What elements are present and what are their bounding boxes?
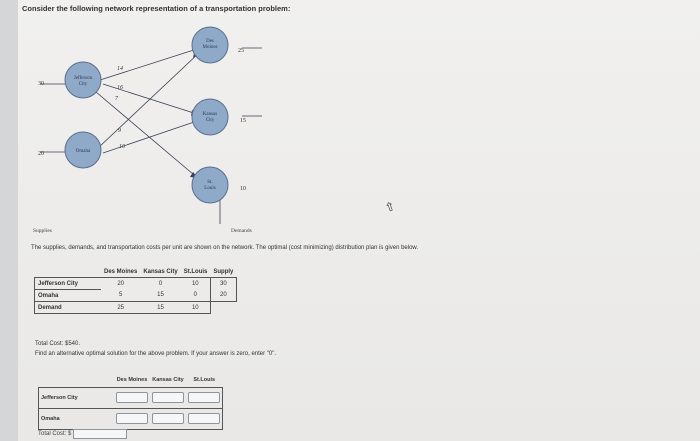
answer-input-om-sl[interactable] bbox=[188, 413, 220, 424]
cell: 15 bbox=[140, 302, 180, 314]
cell: 30 bbox=[210, 278, 236, 290]
edge-cost-3: 9 bbox=[118, 128, 121, 134]
question-text: Consider the following network representation of a transportation problem: bbox=[22, 4, 291, 13]
edge-cost-2: 7 bbox=[115, 96, 118, 102]
answer-header-row bbox=[39, 373, 223, 388]
supply-om: 20 bbox=[38, 151, 44, 157]
node-des-moines bbox=[192, 27, 228, 63]
cell: 0 bbox=[140, 278, 180, 290]
cell: 20 bbox=[101, 278, 140, 290]
edge-jc-dm bbox=[100, 48, 200, 80]
node-label-om: Omaha bbox=[75, 149, 91, 154]
edge-om-dm bbox=[98, 52, 200, 148]
cell: 5 bbox=[119, 292, 123, 299]
row-name-jefferson-city: Jefferson City bbox=[35, 278, 102, 290]
node-label-jc-1: Jefferson bbox=[73, 76, 93, 81]
mouse-cursor-icon: ⇧ bbox=[382, 198, 398, 216]
answer-row-name-omaha: Omaha bbox=[39, 409, 115, 430]
edge-jc-sl bbox=[96, 92, 200, 180]
edge-cost-4: 10 bbox=[119, 144, 125, 150]
instruction-text: Find an alternative optimal solution for the above problem. If your answer is zero, enter "0". bbox=[35, 351, 277, 357]
node-omaha bbox=[65, 132, 101, 168]
answer-input-om-kc[interactable] bbox=[152, 413, 184, 424]
node-label-sl-1: St. bbox=[207, 180, 213, 185]
description-text: The supplies, demands, and transportation costs per unit are shown on the network. The optimal (cost minimizing) distribution plan is given below. bbox=[31, 245, 419, 251]
answer-col-header-des-moines: Des Moines bbox=[116, 377, 148, 383]
demands-label: Demands bbox=[231, 228, 252, 234]
edge-cost-0: 14 bbox=[117, 66, 123, 72]
edge-om-kc bbox=[103, 120, 200, 153]
answer-input-jc-kc[interactable] bbox=[152, 392, 184, 403]
answer-row bbox=[39, 409, 223, 430]
node-label-sl-2: Louis bbox=[204, 186, 216, 191]
col-header-kansas-city: Kansas City bbox=[143, 268, 178, 275]
node-label-dm-1: Des bbox=[206, 39, 214, 44]
table-row bbox=[35, 278, 237, 290]
cell: 10 bbox=[181, 302, 211, 314]
total-cost-input-label: Total Cost: $ bbox=[38, 431, 72, 437]
node-label-jc-2: City bbox=[78, 82, 88, 87]
col-header-des-moines: Des Moines bbox=[104, 268, 138, 275]
table-row bbox=[35, 290, 237, 302]
answer-input-jc-dm[interactable] bbox=[116, 392, 148, 403]
cell: 25 bbox=[101, 302, 140, 314]
answer-col-header-st-louis: St.Louis bbox=[193, 377, 216, 383]
cell: 15 bbox=[157, 292, 164, 299]
answer-row bbox=[39, 388, 223, 409]
answer-row-name-jefferson-city: Jefferson City bbox=[39, 388, 115, 409]
cell: 10 bbox=[181, 278, 211, 290]
demand-kc: 15 bbox=[240, 118, 246, 124]
demand-sl: 10 bbox=[240, 186, 246, 192]
node-st-louis bbox=[192, 167, 228, 203]
demand-dm: 25 bbox=[238, 48, 244, 54]
node-kansas-city bbox=[192, 99, 228, 135]
table-header-row bbox=[35, 266, 237, 278]
answer-input-om-dm[interactable] bbox=[116, 413, 148, 424]
cell: 0 bbox=[193, 292, 197, 299]
node-label-kc-2: City bbox=[205, 118, 215, 123]
node-jefferson-city bbox=[65, 62, 101, 98]
total-cost-text: Total Cost: $540. bbox=[35, 341, 81, 347]
row-name-demand: Demand bbox=[35, 302, 102, 314]
supplies-label: Supplies bbox=[33, 228, 52, 234]
optimal-solution-table bbox=[34, 266, 237, 314]
node-label-kc-1: Kansas bbox=[202, 112, 218, 117]
total-cost-input-row bbox=[38, 429, 127, 439]
answer-col-header-kansas-city: Kansas City bbox=[152, 377, 184, 383]
col-header-supply: Supply bbox=[213, 268, 234, 275]
total-cost-input[interactable] bbox=[73, 429, 127, 439]
row-name-omaha: Omaha bbox=[35, 290, 102, 302]
col-header-st-louis: St.Louis bbox=[183, 268, 208, 275]
answer-input-jc-sl[interactable] bbox=[188, 392, 220, 403]
answer-table bbox=[38, 373, 223, 430]
cell: 20 bbox=[210, 290, 236, 302]
table-row-demand bbox=[35, 302, 237, 314]
node-label-dm-2: Moines bbox=[202, 45, 218, 50]
supply-jc: 30 bbox=[38, 81, 44, 87]
edge-cost-1: 16 bbox=[117, 85, 123, 91]
